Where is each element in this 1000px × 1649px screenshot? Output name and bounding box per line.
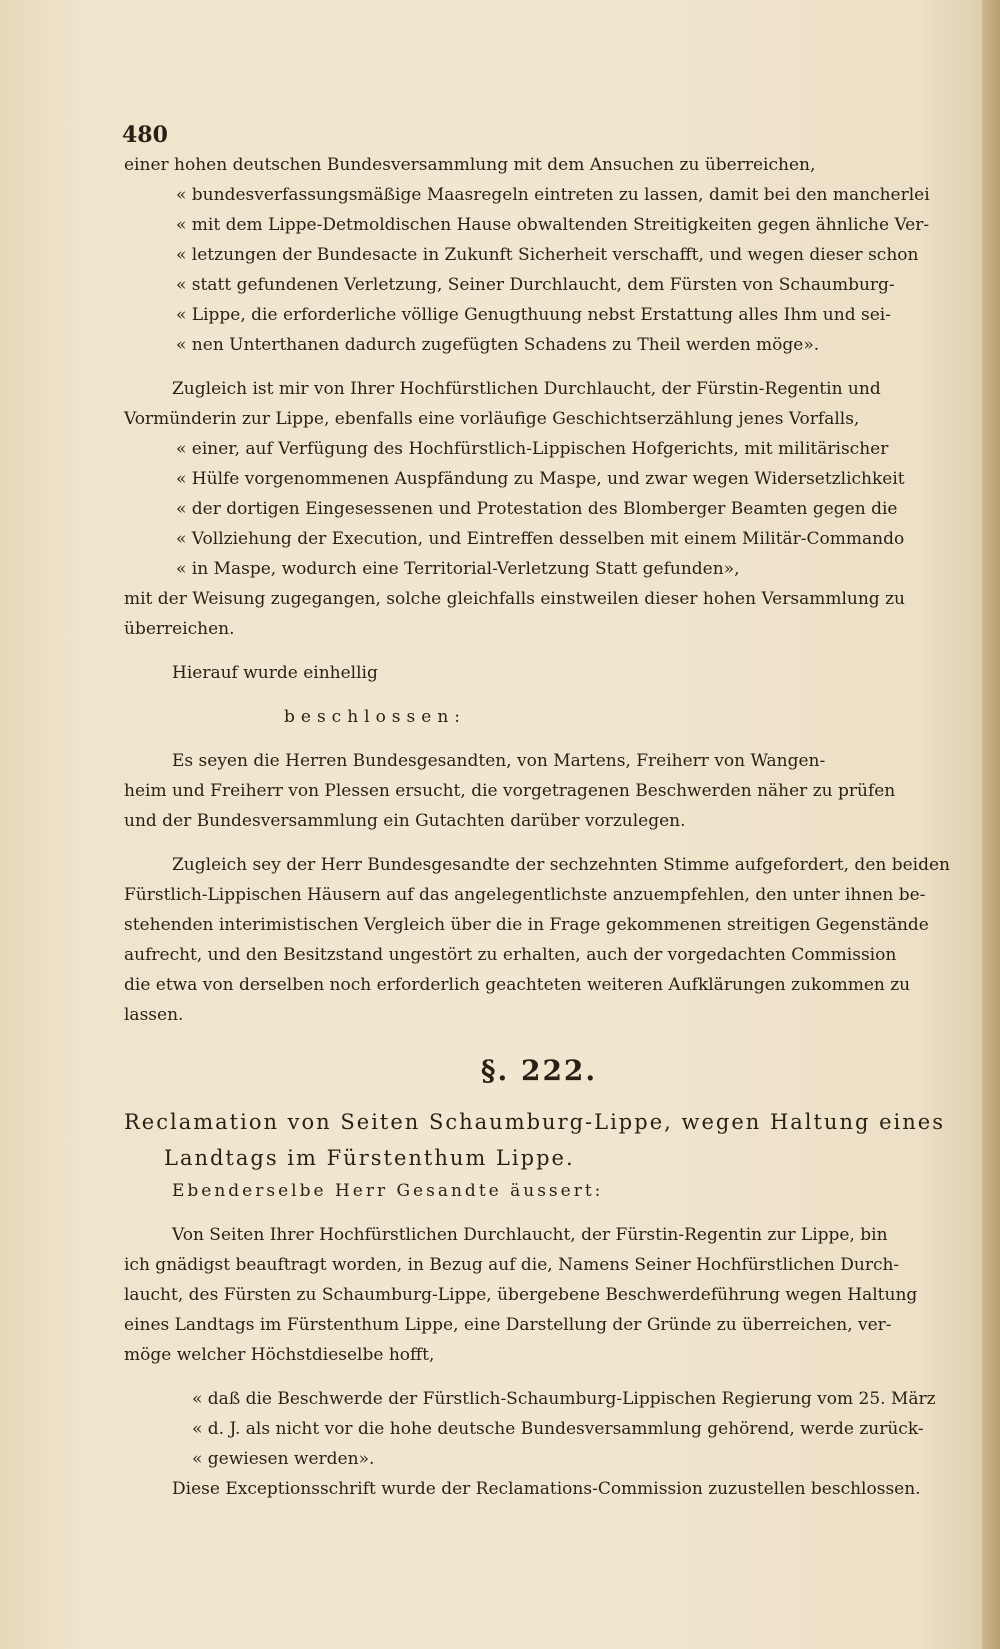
text-line: einer hohen deutschen Bundesversammlung mit dem Ansuchen zu überreichen, <box>124 155 816 175</box>
text-line: Fürstlich-Lippischen Häusern auf das angelegentlichste anzuempfehlen, den unter ihnen be- <box>124 885 926 905</box>
text-line: Es seyen die Herren Bundesgesandten, von Martens, Freiherr von Wangen- <box>172 751 826 771</box>
text-line: heim und Freiherr von Plessen ersucht, die vorgetragenen Beschwerden näher zu prüfen <box>124 781 896 801</box>
quote-line: « der dortigen Eingesessenen und Protestation des Blomberger Beamten gegen die <box>176 499 898 519</box>
section-heading-line: Reclamation von Seiten Schaumburg-Lippe, wegen Haltung eines <box>124 1110 945 1134</box>
quote-line: « letzungen der Bundesacte in Zukunft Sicherheit verschafft, und wegen dieser schon <box>176 245 919 265</box>
text-line: möge welcher Höchstdieselbe hofft, <box>124 1345 435 1365</box>
quote-line: « d. J. als nicht vor die hohe deutsche Bundesversammlung gehörend, werde zurück- <box>192 1419 924 1439</box>
final-line: Diese Exceptionsschrift wurde der Reclamations-Commission zuzustellen beschlossen. <box>172 1479 921 1499</box>
quote-line: « bundesverfassungsmäßige Maasregeln eintreten zu lassen, damit bei den mancherlei <box>176 185 930 205</box>
text-line: Zugleich ist mir von Ihrer Hochfürstlichen Durchlaucht, der Fürstin-Regentin und <box>172 379 881 399</box>
text-line: und der Bundesversammlung ein Gutachten darüber vorzulegen. <box>124 811 686 831</box>
quote-line: « mit dem Lippe-Detmoldischen Hause obwaltenden Streitigkeiten gegen ähnliche Ver- <box>176 215 930 235</box>
quote-line: « Lippe, die erforderliche völlige Genugthuung nebst Erstattung alles Ihm und sei- <box>176 305 891 325</box>
page-text <box>124 150 954 1504</box>
book-spine-edge <box>982 0 1000 1649</box>
text-line: stehenden interimistischen Vergleich über die in Frage gekommenen streitigen Gegenstände <box>124 915 929 935</box>
text-line: aufrecht, und den Besitzstand ungestört zu erhalten, auch der vorgedachten Commission <box>124 945 897 965</box>
quote-line: « nen Unterthanen dadurch zugefügten Schadens zu Theil werden möge». <box>176 335 820 355</box>
text-line: Zugleich sey der Herr Bundesgesandte der sechzehnten Stimme aufgefordert, den beiden <box>172 855 950 875</box>
resolved-heading: beschlossen: <box>284 707 466 727</box>
text-line: Von Seiten Ihrer Hochfürstlichen Durchlaucht, der Fürstin-Regentin zur Lippe, bin <box>172 1225 888 1245</box>
quote-line: « Hülfe vorgenommenen Auspfändung zu Maspe, und zwar wegen Widersetzlichkeit <box>176 469 905 489</box>
section-heading <box>124 1104 954 1176</box>
quote-line: « in Maspe, wodurch eine Territorial-Verletzung Statt gefunden», <box>176 559 740 579</box>
text-line: ich gnädigst beauftragt worden, in Bezug auf die, Namens Seiner Hochfürstlichen Durch- <box>124 1255 900 1275</box>
speaker-line: Ebenderselbe Herr Gesandte äussert: <box>172 1181 604 1201</box>
text-line: überreichen. <box>124 619 235 639</box>
text-line: eines Landtags im Fürstenthum Lippe, eine Darstellung der Gründe zu überreichen, ver- <box>124 1315 892 1335</box>
section-heading-line: Landtags im Fürstenthum Lippe. <box>164 1146 575 1170</box>
text-line: lassen. <box>124 1005 184 1025</box>
page-number: 480 <box>122 122 168 148</box>
text-line: Vormünderin zur Lippe, ebenfalls eine vorläufige Geschichtserzählung jenes Vorfalls, <box>124 409 860 429</box>
quote-line: « Vollziehung der Execution, und Eintreffen desselben mit einem Militär-Commando <box>176 529 905 549</box>
text-line: die etwa von derselben noch erforderlich geachteten weiteren Aufklärungen zukommen zu <box>124 975 911 995</box>
text-line: mit der Weisung zugegangen, solche gleichfalls einstweilen dieser hohen Versammlung zu <box>124 589 905 609</box>
quote-line: « statt gefundenen Verletzung, Seiner Durchlaucht, dem Fürsten von Schaumburg- <box>176 275 895 295</box>
quote-line: « gewiesen werden». <box>192 1449 375 1469</box>
quote-line: « einer, auf Verfügung des Hochfürstlich-Lippischen Hofgerichts, mit militärischer <box>176 439 889 459</box>
quote-line: « daß die Beschwerde der Fürstlich-Schaumburg-Lippischen Regierung vom 25. März <box>192 1389 936 1409</box>
hierauf-line: Hierauf wurde einhellig <box>172 663 378 683</box>
section-number: §. 222. <box>480 1054 598 1087</box>
text-line: laucht, des Fürsten zu Schaumburg-Lippe, übergebene Beschwerdeführung wegen Haltung <box>124 1285 918 1305</box>
